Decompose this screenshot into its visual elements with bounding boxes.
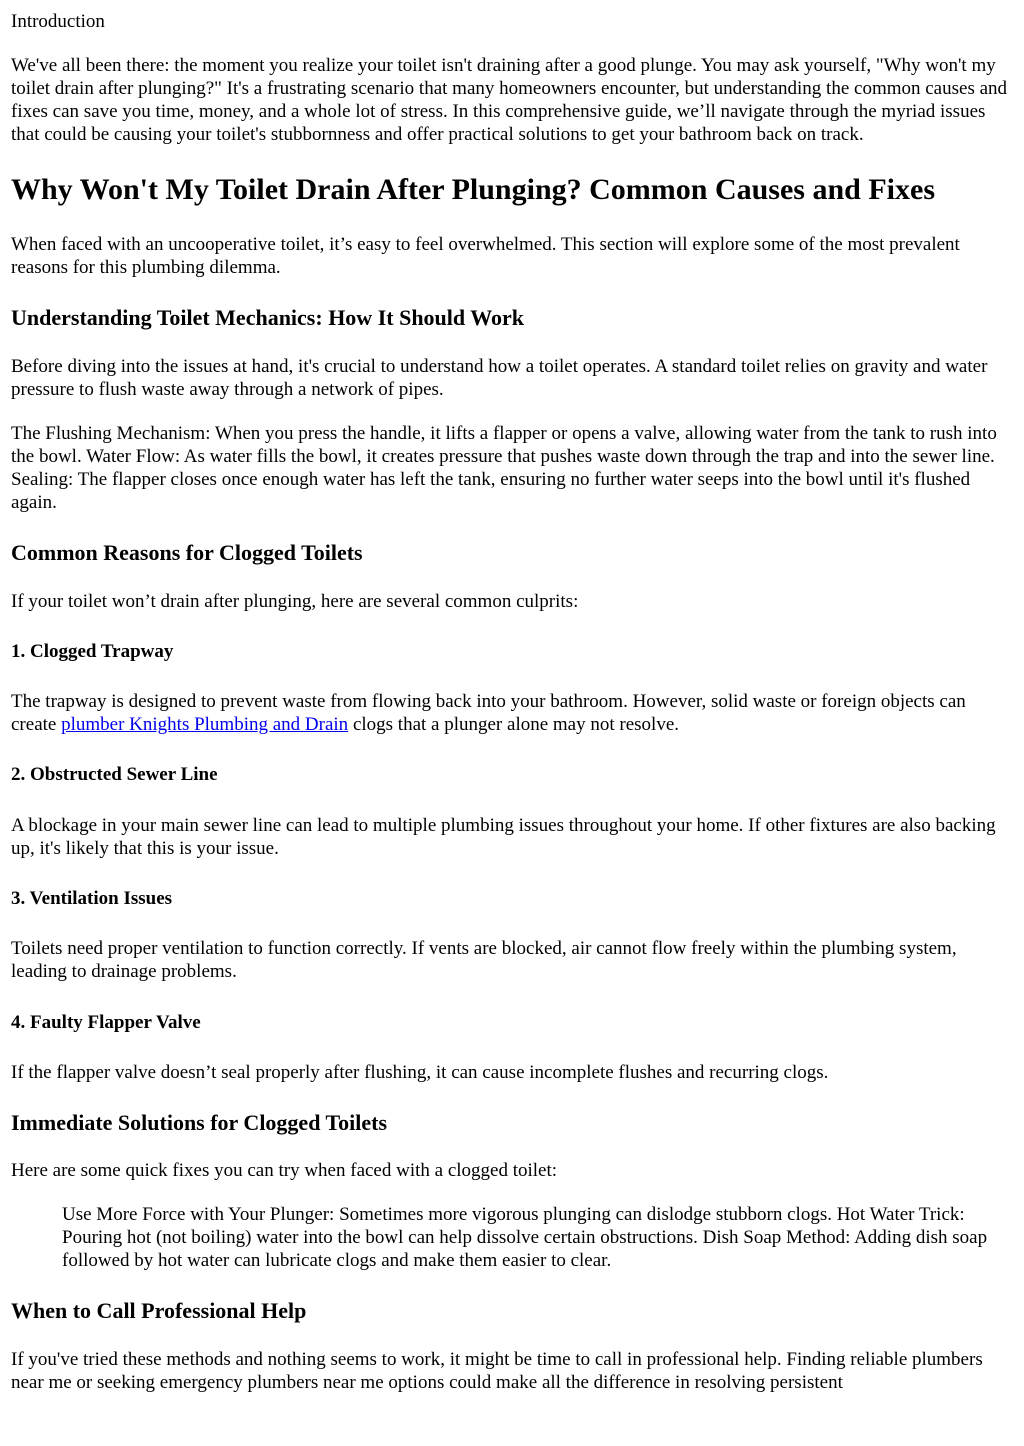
mechanics-paragraph-2: The Flushing Mechanism: When you press the handle, it lifts a flapper or opens a valve, allowing water from the tank to rush into the bowl. Water Flow: As water fills the bowl, it creates pressure that pushes waste down through the trap and into the sewer line. Sealing: The flapper closes once enough water has left the tank, ensuring no further water seeps into the bowl until it's flushed again. <box>11 423 997 513</box>
solutions-quote <box>11 1203 1014 1272</box>
trapway-text-before: The trapway is designed to prevent waste from flowing back into your bathroom. However, solid waste or foreign objects can create <box>11 691 966 735</box>
trapway-text-after: clogs that a plunger alone may not resolve. <box>348 714 680 735</box>
professional-paragraph: If you've tried these methods and nothing seems to work, it might be time to call in professional help. Finding reliable plumbers near me or seeking emergency plumbers near me options could make all the difference in resolving persistent <box>11 1349 983 1393</box>
solutions-heading: Immediate Solutions for Clogged Toilets <box>11 1110 388 1135</box>
mechanics-heading: Understanding Toilet Mechanics: How It Should Work <box>11 305 525 330</box>
ventilation-paragraph: Toilets need proper ventilation to function correctly. If vents are blocked, air cannot flow freely within the plumbing system, leading to drainage problems. <box>11 938 957 982</box>
solutions-intro: Here are some quick fixes you can try when faced with a clogged toilet: <box>11 1160 558 1181</box>
sewer-heading: 2. Obstructed Sewer Line <box>11 764 218 785</box>
sewer-paragraph: A blockage in your main sewer line can lead to multiple plumbing issues throughout your home. If other fixtures are also backing up, it's likely that this is your issue. <box>11 815 996 859</box>
trapway-heading: 1. Clogged Trapway <box>11 641 174 662</box>
solutions-quote-text: Use More Force with Your Plunger: Sometimes more vigorous plunging can dislodge stubborn clogs. Hot Water Trick: Pouring hot (not boiling) water into the bowl can help dissolve certain obstructions. Dish Soap Method: Adding dish soap followed by hot water can lubricate clogs and make them easier to clear. <box>62 1204 988 1271</box>
reasons-intro: If your toilet won’t drain after plunging, here are several common culprits: <box>11 591 579 612</box>
reasons-heading: Common Reasons for Clogged Toilets <box>11 540 363 565</box>
flapper-heading: 4. Faulty Flapper Valve <box>11 1012 201 1033</box>
mechanics-paragraph-1: Before diving into the issues at hand, it's crucial to understand how a toilet operates. A standard toilet relies on gravity and water pressure to flush waste away through a network of pipes. <box>11 356 988 400</box>
intro-label: Introduction <box>11 11 105 32</box>
ventilation-heading: 3. Ventilation Issues <box>11 888 173 909</box>
professional-heading: When to Call Professional Help <box>11 1298 307 1323</box>
plumber-link[interactable]: plumber Knights Plumbing and Drain <box>61 714 349 735</box>
intro-paragraph: We've all been there: the moment you realize your toilet isn't draining after a good plunge. You may ask yourself, "Why won't my toilet drain after plunging?" It's a frustrating scenario that many homeowners encounter, but understanding the common causes and fixes can save you time, money, and a whole lot of stress. In this comprehensive guide, we’ll navigate through the myriad issues that could be causing your toilet's stubbornness and offer practical solutions to get your bathroom back on track. <box>11 55 1008 145</box>
flapper-paragraph: If the flapper valve doesn’t seal properly after flushing, it can cause incomplete flushes and recurring clogs. <box>11 1062 829 1083</box>
trapway-paragraph <box>11 690 1014 736</box>
main-intro-paragraph: When faced with an uncooperative toilet, it’s easy to feel overwhelmed. This section will explore some of the most prevalent reasons for this plumbing dilemma. <box>11 234 960 278</box>
article-title: Why Won't My Toilet Drain After Plunging? Common Causes and Fixes <box>11 173 935 206</box>
